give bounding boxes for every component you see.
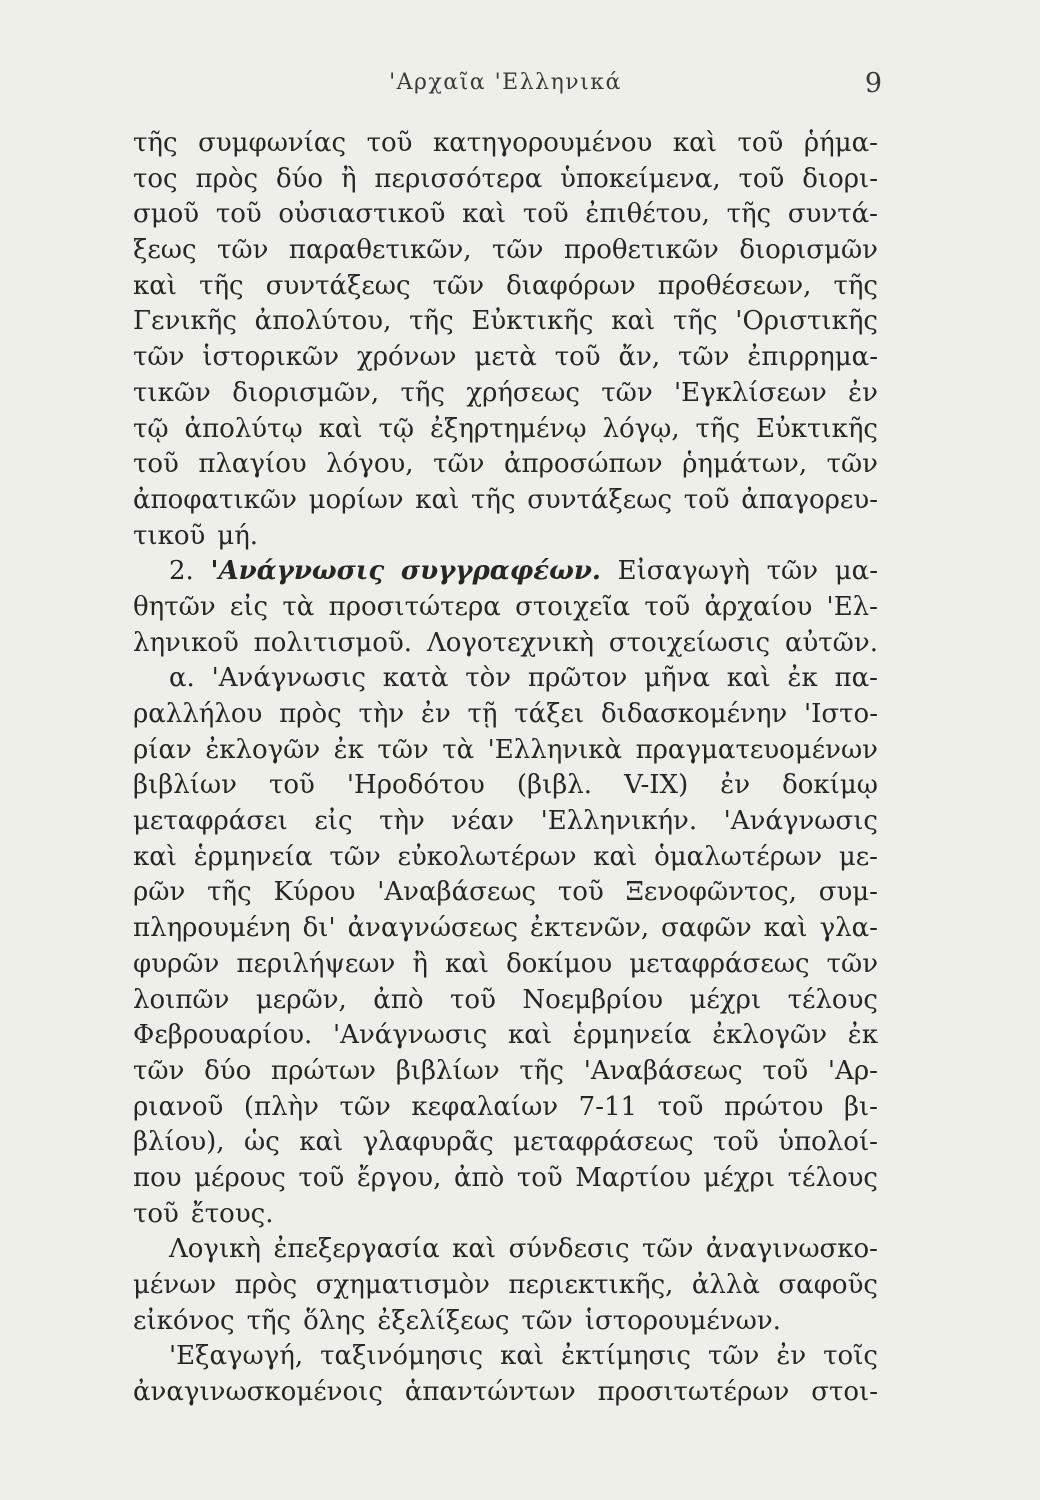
word: ἐν [720, 770, 751, 801]
word: ἐν [776, 1341, 807, 1372]
word: εὐκολωτέρων [397, 841, 577, 872]
word: περιεκτικῆς, [508, 1270, 674, 1300]
word: Εὐκτικῆς [471, 306, 594, 337]
word: τῆς [246, 1305, 292, 1336]
word: ἀπὸ [373, 984, 424, 1015]
text-line [133, 376, 878, 412]
word: οὐσιαστικοῦ [278, 199, 446, 230]
word: καὶ [593, 841, 638, 872]
word: τοῦ [516, 1162, 563, 1193]
word: μερῶν, [255, 984, 347, 1015]
word: περιλήψεων [236, 948, 396, 979]
word: καὶ [415, 484, 460, 515]
word: Λογοτεχνικὴ [426, 627, 595, 658]
text-line [133, 947, 878, 983]
word: καὶ [299, 1127, 344, 1158]
text-line [133, 1375, 878, 1411]
word: τῶν [133, 1055, 185, 1086]
word: ῥημάτων, [682, 449, 808, 480]
word: πραγματευομένων [635, 734, 878, 765]
word: τῆς [519, 1055, 564, 1086]
text-line [133, 304, 878, 340]
word: πρὸς [234, 1270, 298, 1300]
word: πολιτισμοῦ. [253, 627, 413, 658]
word: τῆς [726, 199, 772, 230]
text-line [133, 1268, 878, 1304]
page-number: 9 [864, 68, 882, 99]
word: πα- [834, 663, 878, 694]
word: τοῦ [712, 1127, 759, 1158]
word: πρὸς [195, 163, 259, 194]
word: τοῦ [450, 984, 496, 1015]
word: 'Οριστικῆς [735, 306, 878, 337]
word: τῶν [642, 1234, 694, 1265]
word: ἐκτίμησις [561, 1341, 691, 1372]
word: τὰ [282, 591, 315, 622]
word: διδασκομένην [600, 699, 788, 729]
word: λοιπῶν [133, 984, 230, 1015]
word: λόγῳ, [602, 413, 680, 444]
word: τῆς [833, 270, 878, 301]
word: περισσότερα [374, 163, 543, 194]
word: ἀπὸ [453, 1162, 505, 1193]
word: τῶν [133, 342, 185, 373]
word: τῶν [826, 449, 878, 480]
word: τικῶν [133, 377, 211, 408]
word: φυρῶν [133, 948, 220, 979]
word: ἢ [412, 948, 428, 979]
word: δοκίμῳ [782, 770, 878, 801]
word: ἔτους. [190, 1198, 274, 1229]
word: τέλους [787, 1162, 878, 1193]
word: ὡς [244, 1127, 280, 1158]
word: ἀρχαίου [704, 591, 813, 622]
word: 'Ανάγνωσις [210, 556, 385, 587]
word: βιβλίων [395, 1055, 500, 1086]
word: ἐκτενῶν, [530, 913, 650, 944]
word: τῆς [400, 377, 445, 408]
word: τάξει [514, 699, 585, 729]
text-line [133, 483, 878, 519]
word: τῶν [329, 841, 381, 872]
word: βιβλίων [133, 770, 237, 801]
word: καὶ [133, 270, 178, 301]
word: τοῦ [133, 1198, 179, 1229]
text-line [133, 269, 878, 305]
word: Εἰσαγωγὴ [617, 556, 750, 587]
word: ριανοῦ [133, 1091, 224, 1122]
word: βι- [843, 1091, 878, 1122]
word: ἀλλὰ [691, 1270, 760, 1300]
word: τῶν [433, 449, 485, 480]
word: τῷ [378, 413, 415, 444]
word: καὶ [500, 1341, 545, 1372]
word: τοῦ [298, 1162, 345, 1193]
word: τοῦ [683, 484, 730, 515]
word: 'Εξαγωγή, [169, 1341, 304, 1372]
word: ἐξελίξεως [377, 1305, 510, 1336]
word: μεταφράσεως [629, 948, 810, 979]
word: κεφαλαίων [411, 1091, 559, 1122]
word: ἀπολύτῳ [184, 413, 303, 444]
word: πρώτων [271, 1055, 376, 1086]
word: τῆς [695, 413, 741, 444]
word: τῆς [470, 484, 516, 515]
word: ῥήμα- [803, 128, 878, 158]
word: τοῦ [657, 1091, 704, 1122]
word: εἰκόνος [133, 1305, 235, 1336]
word: 'Αναβάσεως [583, 1055, 743, 1086]
word: ἐξηρτημένῳ [430, 413, 587, 444]
word: τοῦ [557, 877, 604, 908]
word: ἔργου, [356, 1162, 442, 1193]
word: ἐπεξεργασία [273, 1234, 440, 1265]
word: γλαφυρᾶς [362, 1127, 494, 1158]
text-line [133, 804, 878, 840]
word: διορισμῶν [739, 235, 878, 266]
word: ἄν, [618, 342, 661, 373]
word: καὶ [508, 1020, 553, 1051]
word: ἐπιθέτου, [585, 199, 710, 230]
word: μέχρι [689, 984, 762, 1015]
word: (πλὴν [243, 1091, 319, 1122]
word: ἐκ [847, 1020, 878, 1051]
word: στοιχεῖα [515, 591, 631, 622]
word: διαφόρων [506, 270, 636, 301]
word: τῆς [133, 128, 178, 158]
word: Λογικὴ [169, 1234, 261, 1265]
word: Ξενοφῶντος, [625, 877, 797, 908]
word: μέχρι [703, 1162, 776, 1193]
word: Νοεμβρίου [522, 984, 664, 1015]
word: τικοῦ [133, 520, 206, 551]
word: δοκίμου [506, 948, 613, 979]
word: τοῦ [269, 770, 315, 801]
text-line [133, 983, 878, 1019]
text-line [133, 447, 878, 483]
word: πληρουμένη [133, 913, 291, 944]
word: τοῦ [554, 342, 601, 373]
word: 'Ελ- [826, 591, 878, 622]
word: 'Εγκλίσεων [674, 377, 827, 408]
word: 'Ιστο- [804, 699, 878, 729]
text-line [133, 554, 878, 590]
word: 7-11 [578, 1091, 638, 1122]
word: τὴν [358, 699, 405, 729]
word: τῶν [217, 235, 269, 266]
word: συντάξεως [527, 484, 673, 515]
word: τοῦ [762, 1055, 809, 1086]
text-line [133, 162, 878, 198]
word: τῶν [766, 556, 819, 587]
word: πλαγίου [198, 449, 307, 480]
word: συντά- [787, 199, 878, 230]
text-line [133, 626, 878, 662]
running-head [133, 68, 882, 106]
word: πρὸς [279, 699, 342, 729]
word: ταξινόμησις [320, 1341, 484, 1372]
text-line [133, 1090, 878, 1126]
word: εἰς [229, 591, 269, 622]
text-line [133, 1232, 878, 1268]
word: προσιτωτέρων [597, 1377, 790, 1408]
word: ὑποκείμενα, [560, 163, 721, 194]
running-title: 'Αρχαῖα 'Ελληνικά [389, 70, 622, 95]
word: ἱστορουμένων. [584, 1305, 781, 1336]
word: τος [133, 163, 178, 194]
word: σύνδεσις [508, 1234, 630, 1265]
word: μετὰ [474, 342, 537, 373]
word: καὶ [445, 948, 490, 979]
word: Μαρτίου [575, 1162, 691, 1193]
word: V-IX) [624, 770, 689, 801]
text-line [133, 661, 878, 697]
word: τοῦ [366, 128, 413, 158]
word: τῶν [601, 377, 653, 408]
word: μεταφράσει [133, 806, 288, 837]
text-line [133, 590, 878, 626]
word: 'Ανάγνωσις [211, 663, 366, 694]
word: ἀποφατικῶν [133, 484, 297, 515]
text-line [133, 911, 878, 947]
word: προσιτώτερα [328, 591, 501, 622]
word: δι' [302, 913, 336, 944]
word: (βιβλ. [516, 770, 593, 801]
word: τοῦ [644, 591, 691, 622]
word: Κύρου [273, 877, 356, 908]
word: που [133, 1162, 182, 1193]
word: ὁμαλωτέρων [654, 841, 823, 872]
word: καὶ [462, 199, 507, 230]
word: λόγου, [326, 449, 414, 480]
word: 'Αρ- [827, 1055, 878, 1086]
text-line [133, 697, 878, 733]
word: ἐκ [787, 663, 818, 694]
word: ἑρμηνεία [572, 1020, 692, 1051]
word: ἐκλογῶν [205, 734, 321, 765]
word: 'Ελληνικὰ [487, 734, 623, 765]
word: μεταφράσεως [513, 1127, 694, 1158]
word: 'Αναβάσεως [377, 877, 537, 908]
word: μή. [217, 520, 259, 551]
word: τῆς [207, 877, 252, 908]
text-line [133, 1197, 878, 1233]
word: συγγραφέων. [400, 556, 601, 587]
word: μορίων [308, 484, 404, 515]
word: Εὐκτικῆς [755, 413, 878, 444]
text-line [133, 1054, 878, 1090]
word: καὶ [133, 841, 178, 872]
word: χρήσεως [466, 377, 580, 408]
text-line [133, 1304, 878, 1340]
word: τῆς [199, 270, 244, 301]
word: τῶν [826, 948, 878, 979]
word: τῶν [432, 270, 485, 301]
word: με- [838, 841, 878, 872]
word: ἢ [340, 163, 357, 194]
word: τῇ [467, 699, 498, 729]
word: ἁπαντώντων [404, 1377, 576, 1408]
word: ὑπολοί- [778, 1127, 878, 1158]
word: καὶ [611, 306, 656, 337]
word: τὴν [379, 806, 425, 837]
body-text [133, 126, 878, 1411]
word: ἀπαγορευ- [741, 484, 878, 515]
word: συντάξεως [265, 270, 411, 301]
word: τοῦ [133, 449, 179, 480]
word: μένων [133, 1270, 217, 1300]
text-line [133, 233, 878, 269]
text-line [133, 733, 878, 769]
word: ἐν [421, 699, 451, 729]
word: τοῦ [737, 128, 784, 158]
word: τοῦ [522, 199, 569, 230]
text-line [133, 1161, 878, 1197]
word: τὰ [442, 734, 475, 765]
word: μα- [834, 556, 878, 587]
word: τοῖς [823, 1341, 878, 1372]
word: μῆνα [644, 663, 710, 694]
word: κατηγορουμένου [433, 128, 653, 158]
word: τέλους [787, 984, 878, 1015]
word: σχηματισμὸν [315, 1270, 490, 1300]
word: κατὰ [382, 663, 449, 694]
word: προθετικῶν [563, 235, 719, 266]
word: ἀναγινωσκο- [705, 1234, 878, 1265]
word: ὅλης [303, 1305, 366, 1336]
word: σμοῦ [133, 199, 200, 230]
word: δύο [275, 163, 324, 194]
text-line [133, 412, 878, 448]
word: προθέσεων, [657, 270, 812, 301]
word: χρόνων [356, 342, 457, 373]
word: τῶν [492, 235, 544, 266]
word: θητῶν [133, 591, 216, 622]
word: ἐκλογῶν [712, 1020, 828, 1051]
word: συμφωνίας [198, 128, 347, 158]
word: ἐκ [333, 734, 364, 765]
word: καὶ [318, 413, 363, 444]
word: καὶ [726, 663, 771, 694]
word: ρῶν [133, 877, 186, 908]
word: ἐπιρρημα- [747, 342, 878, 373]
word: τῶν [339, 1091, 391, 1122]
word: ἑρμηνεία [193, 841, 313, 872]
word: Γενικῆς [133, 306, 237, 337]
word: διορισμῶν, [232, 377, 380, 408]
word: καὶ [763, 913, 808, 944]
word: 2. [169, 556, 194, 587]
word: τῶν [521, 1305, 573, 1336]
word: αὐτῶν. [784, 627, 878, 658]
word: καὶ [672, 128, 717, 158]
word: τῆς [673, 306, 718, 337]
word: ρίαν [133, 734, 192, 765]
word: μέρους [194, 1162, 286, 1193]
word: βλίου), [133, 1127, 225, 1158]
text-line [133, 197, 878, 233]
word: καὶ [452, 1234, 497, 1265]
word: γλα- [819, 913, 878, 944]
word: α. [169, 663, 195, 694]
word: σαφῶν [661, 913, 752, 944]
word: ξεως [133, 235, 197, 266]
word: 'Ελληνικήν. [540, 806, 698, 837]
word: πρῶτον [527, 663, 628, 694]
word: συμ- [818, 877, 878, 908]
word: πρώτου [723, 1091, 824, 1122]
word: ἀναγνώσεως [347, 913, 519, 944]
word: ἀπολύτου, [254, 306, 392, 337]
text-line [133, 1018, 878, 1054]
word: τῆς [409, 306, 454, 337]
word: νέαν [451, 806, 515, 837]
text-line [133, 1339, 878, 1375]
word: τῶν [707, 1341, 760, 1372]
word: δύο [204, 1055, 252, 1086]
text-line [133, 875, 878, 911]
text-line [133, 768, 878, 804]
word: στοι- [811, 1377, 878, 1408]
word: ραλλήλου [133, 699, 263, 729]
word: ἱστορικῶν [202, 342, 340, 373]
word: 'Ανάγνωσις [723, 806, 878, 837]
word: εἰς [314, 806, 353, 837]
word: τοῦ [738, 163, 785, 194]
text-line [133, 519, 878, 555]
word: σαφοῦς [778, 1270, 878, 1300]
word: παραθετικῶν, [288, 235, 472, 266]
text-line [133, 1125, 878, 1161]
word: 'Ανάγνωσις [333, 1020, 488, 1051]
text-line [133, 126, 878, 162]
word: τὸν [465, 663, 512, 694]
word: τῶν [377, 734, 429, 765]
word: 'Ηροδότου [346, 770, 485, 801]
word: Φεβρουαρίου. [133, 1020, 313, 1051]
text-line [133, 340, 878, 376]
text-line [133, 840, 878, 876]
word: ἐν [848, 377, 878, 408]
word: τοῦ [215, 199, 262, 230]
word: ἀναγινωσκομένοις [133, 1377, 383, 1408]
word: διορι- [802, 163, 878, 194]
word: ληνικοῦ [133, 627, 239, 658]
word: στοιχείωσις [608, 627, 771, 658]
word: τῶν [678, 342, 730, 373]
word: τῷ [133, 413, 169, 444]
word: ἀπροσώπων [503, 449, 663, 480]
